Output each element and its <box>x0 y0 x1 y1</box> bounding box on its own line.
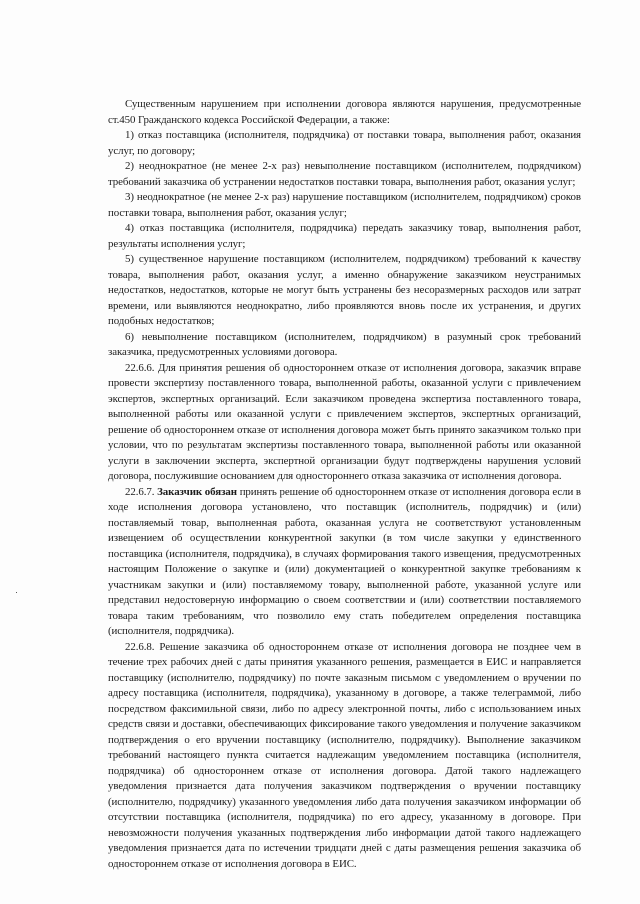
list-item-4: 4) отказ поставщика (исполнителя, подрядчика) передать заказчику товар, выполнения работ, результаты исполнения услуг; <box>108 222 581 250</box>
list-item-2: 2) неоднократное (не менее 2-х раз) невыполнение поставщиком (исполнителем, подрядчиком) требований заказчика об устранении недостатков поставки товара, выполнения работ, оказания услуг; <box>108 160 581 188</box>
clause-22-6-7 <box>108 485 581 640</box>
clause-22-6-6: 22.6.6. Для принятия решения об одностороннем отказе от исполнения договора, заказчик вправе провести экспертизу поставленного товара, выполненной работы, оказанной услуги с привлечением экспертов, экспертных организаций. Если заказчиком проведена экспертиза поставленного товара, выполненной работы или оказанной услуги с привлечением экспертов, экспертных организаций, решение об одностороннем отказе от исполнения договора может быть принято заказчиком только при условии, что по результатам экспертизы поставленного товара, выполненной работы или оказанной услуги в заключении эксперта, экспертной организации будут подтверждены нарушения условий договора, послужившие основанием для одностороннего отказа заказчика от исполнения договора. <box>108 361 581 482</box>
clause-22-6-8: 22.6.8. Решение заказчика об одностороннем отказе от исполнения договора не позднее чем в течение трех рабочих дней с даты принятия указанного решения, размещается в ЕИС и направляется поставщику (исполнителю, подрядчику) по почте заказным письмом с уведомлением о вручении по адресу поставщика (исполнителя, подрядчика), указанному в договоре, а также телеграммой, либо посредством факсимильной связи, либо по адресу электронной почты, либо с использованием иных средств связи и доставки, обеспечивающих фиксирование такого уведомления и получение заказчиком подтверждения о его вручении поставщику (исполнителю, подрядчику). Выполнение заказчиком требований настоящего пункта считается надлежащим уведомлением поставщика (исполнителя, подрядчика) об одностороннем отказе от исполнения договора. Датой такого надлежащего уведомления признается дата получения заказчиком подтверждения о вручении поставщику (исполнителю, подрядчику) указанного уведомления либо дата получения заказчиком информации об отсутствии поставщика (исполнителя, подрядчика) по его адресу, указанному в договоре. При невозможности получения указанных подтверждения либо информации датой такого надлежащего уведомления признается дата по истечении тридцати дней с даты размещения решения заказчика об одностороннем отказе от исполнения договора в ЕИС. <box>108 640 581 870</box>
list-item-5: 5) существенное нарушение поставщиком (исполнителем, подрядчиком) требований к качеству товара, выполнения работ, оказания услуг, а именно обнаружение заказчиком неустранимых недостатков, недостатков, которые не могут быть устранены без несоразмерных расходов или затрат времени, или выявляются неоднократно, либо проявляются вновь после их устранения, и других подобных недостатков; <box>108 253 581 327</box>
list-item-1: 1) отказ поставщика (исполнителя, подрядчика) от поставки товара, выполнения работ, оказания услуг, по договору; <box>108 129 581 157</box>
scan-speck <box>16 592 17 593</box>
clause-22-6-7-bold: Заказчик обязан <box>157 485 237 498</box>
document-body <box>108 97 581 872</box>
clause-22-6-7-text: принять решение об одностороннем отказе от исполнения договора если в ходе исполнения договора установлено, что поставщик (исполнитель, подрядчик) и (или) поставляемый товар, выполненная работа, оказанная услуга не соответствуют установленным извещением об осуществлении конкурентной закупки (в том числе закупки у единственного поставщика (исполнителя, подрядчика), в случаях формирования такого извещения, предусмотренных настоящим Положение о закупке и (или) документацией о конкурентной закупке требованиям к участникам закупки и (или) поставляемому товару, выполненной работе, указанной услуге или представил недостоверную информацию о своем соответствии и (или) соответствии поставляемого товара таким требованиям, что позволило ему стать победителем определения поставщика (исполнителя, подрядчика). <box>108 485 581 637</box>
clause-22-6-7-number: 22.6.7. <box>125 485 155 498</box>
list-item-3: 3) неоднократное (не менее 2-х раз) нарушение поставщиком (исполнителем, подрядчиком) сроков поставки товара, выполнения работ, оказания услуг; <box>108 191 581 219</box>
list-item-6: 6) невыполнение поставщиком (исполнителем, подрядчиком) в разумный срок требований заказчика, предусмотренных условиями договора. <box>108 330 581 358</box>
intro-paragraph: Существенным нарушением при исполнении договора являются нарушения, предусмотренные ст.450 Гражданского кодекса Российской Федерации, а также: <box>108 98 581 126</box>
